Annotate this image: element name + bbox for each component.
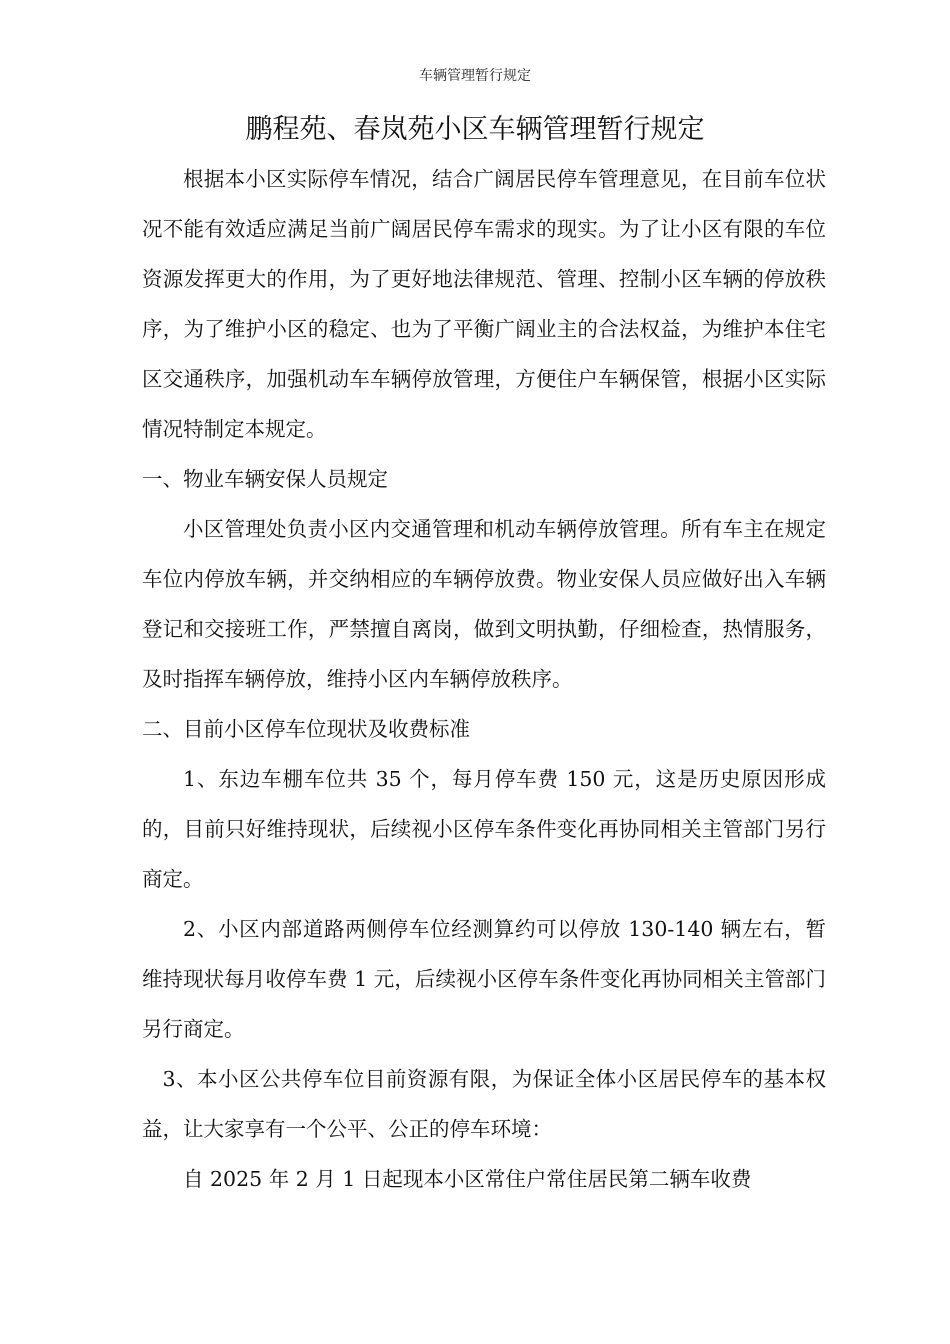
running-header: 车辆管理暂行规定 xyxy=(419,68,531,84)
section-2-item-3-detail: 自 2025 年 2 月 1 日起现本小区常住户常住居民第二辆车收费 xyxy=(183,1167,752,1191)
section-2-item-3: 3、本小区公共停车位目前资源有限，为保证全体小区居民停车的基本权益，让大家享有一个公平、公正的停车环境： xyxy=(142,1067,826,1141)
section-2-heading: 二、目前小区停车位现状及收费标准 xyxy=(142,717,470,741)
section-1-heading: 一、物业车辆安保人员规定 xyxy=(142,467,388,491)
intro-paragraph: 根据本小区实际停车情况，结合广阔居民停车管理意见，在目前车位状况不能有效适应满足当前广阔居民停车需求的现实。为了让小区有限的车位资源发挥更大的作用，为了更好地法律规范、管理、控制小区车辆的停放秩序，为了维护小区的稳定、也为了平衡广阔业主的合法权益，为维护本住宅区交通秩序，加强机动车车辆停放管理，方便住户车辆保管，根据小区实际情况特制定本规定。 xyxy=(142,167,826,441)
section-2-item-2: 2、小区内部道路两侧停车位经测算约可以停放 130-140 辆左右，暂维持现状每月收停车费 1 元，后续视小区停车条件变化再协同相关主管部门另行商定。 xyxy=(142,917,826,1041)
section-2-item-1: 1、东边车棚车位共 35 个，每月停车费 150 元，这是历史原因形成的，目前只好维持现状，后续视小区停车条件变化再协同相关主管部门另行商定。 xyxy=(142,767,826,891)
section-1-paragraph: 小区管理处负责小区内交通管理和机动车辆停放管理。所有车主在规定车位内停放车辆，并交纳相应的车辆停放费。物业安保人员应做好出入车辆登记和交接班工作，严禁擅自离岗，做到文明执勤，仔细检查，热情服务，及时指挥车辆停放，维持小区内车辆停放秩序。 xyxy=(142,517,826,691)
document-title: 鹏程苑、春岚苑小区车辆管理暂行规定 xyxy=(245,114,705,145)
